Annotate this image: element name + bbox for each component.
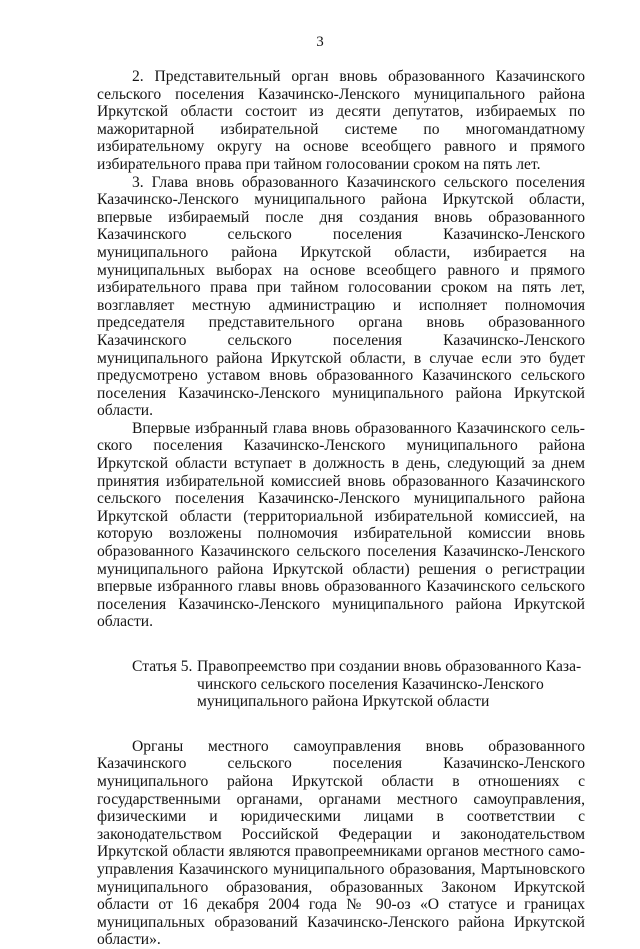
page-number: 3 bbox=[316, 34, 324, 50]
paragraph-succession: Органы местного самоуправления вновь образованного Казачинского сельского поселения Казачинско-Ленского муниципального района Иркутской области в отношениях с государственными органами, органами местного самоуправления, физическими и юридическими лицами в соответствии с законодательством Российской Федерации и законодательством Иркутской области являются правопреемниками органов местного самоуправления Казачинского муниципального образования, Мартыновского муниципального образования, образованных Законом Иркутской области от 16 декабря 2004 года № 90-оз «О статусе и границах муниципальных образований Казачинско-Ленского района Иркутской области». bbox=[97, 737, 585, 949]
article-title: Правопреемство при создании вновь образованного Казачинского сельского поселения Казачинско-Ленского муниципального района Иркутской области bbox=[197, 658, 582, 711]
paragraph-first-head-term: Впервые избранный глава вновь образованного Казачинского сельского поселения Казачинско-Ленского муниципального района Иркутской области вступает в должность в день, следующий за днем принятия избирательной комиссией вновь образованного Казачинского сельского поселения Казачинско-Ленского муниципального района Иркутской области (территориальной избирательной комиссией, на которую возложены полномочия избирательной комиссии вновь образованного Казачинского сельского поселения Казачинско-Ленского муниципального района Иркутской области) решения о регистрации впервые избранного главы вновь образованного Казачинского сельского поселения Казачинско-Ленского муниципального района Иркутской области. bbox=[97, 419, 585, 631]
document-body bbox=[97, 68, 585, 949]
article-heading bbox=[97, 658, 585, 711]
paragraph-clause-2: 2. Представительный орган вновь образованного Казачинского сельского поселения Казачинско-Ленского муниципального района Иркутской области состоит из десяти депутатов, избираемых по мажоритарной избирательной системе по многомандатному избирательному округу на основе всеобщего равного и прямого избирательного права при тайном голосовании сроком на пять лет. bbox=[97, 68, 585, 173]
article-number: Статья 5. bbox=[132, 658, 193, 675]
paragraph-clause-3: 3. Глава вновь образованного Казачинского сельского поселения Казачинско-Ленского муниципального района Иркутской области, впервые избираемый после дня создания вновь образованного Казачинского сельского поселения Казачинско-Ленского муниципального района Иркутской области, избирается на муниципальных выборах на основе всеобщего равного и прямого избирательного права при тайном голосовании сроком на пять лет, возглавляет местную администрацию и исполняет полномочия председателя представительного органа вновь образованного Казачинского сельского поселения Казачинско-Ленского муниципального района Иркутской области, в случае если это будет предусмотрено уставом вновь образованного Казачинского сельского поселения Казачинско-Ленского муниципального района Иркутской области. bbox=[97, 173, 585, 420]
